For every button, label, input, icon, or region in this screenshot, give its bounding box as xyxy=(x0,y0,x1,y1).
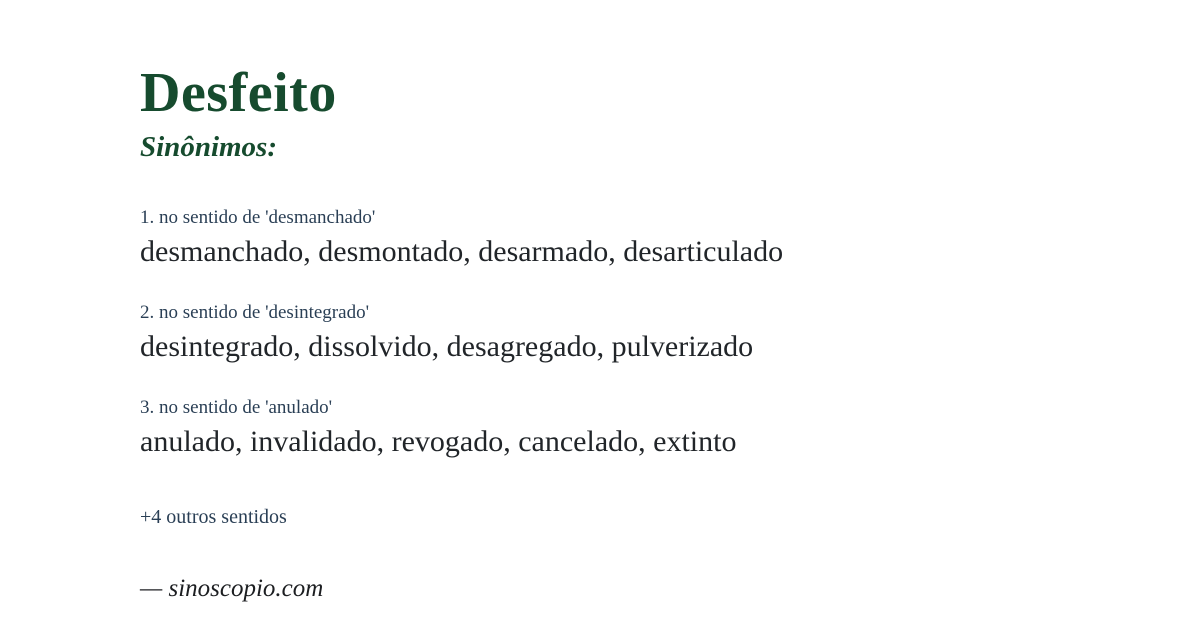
sense-label: 3. no sentido de 'anulado' xyxy=(140,397,333,419)
sense-synonyms: anulado, invalidado, revogado, cancelado, extinto xyxy=(140,425,737,459)
attribution-source: — sinoscopio.com xyxy=(140,574,324,602)
sense-item-2 xyxy=(140,301,1140,365)
senses-list xyxy=(140,206,1140,461)
synonyms-subtitle: Sinônimos: xyxy=(140,130,277,163)
sense-item-1 xyxy=(140,206,1140,270)
sense-label: 2. no sentido de 'desintegrado' xyxy=(140,302,369,324)
sense-synonyms: desintegrado, dissolvido, desagregado, pulverizado xyxy=(140,329,754,363)
sense-synonyms: desmanchado, desmontado, desarmado, desarticulado xyxy=(140,234,784,268)
sense-label: 1. no sentido de 'desmanchado' xyxy=(140,206,376,228)
sense-item-3 xyxy=(140,396,1140,460)
word-title: Desfeito xyxy=(140,62,337,124)
more-senses-note: +4 outros sentidos xyxy=(140,505,287,528)
